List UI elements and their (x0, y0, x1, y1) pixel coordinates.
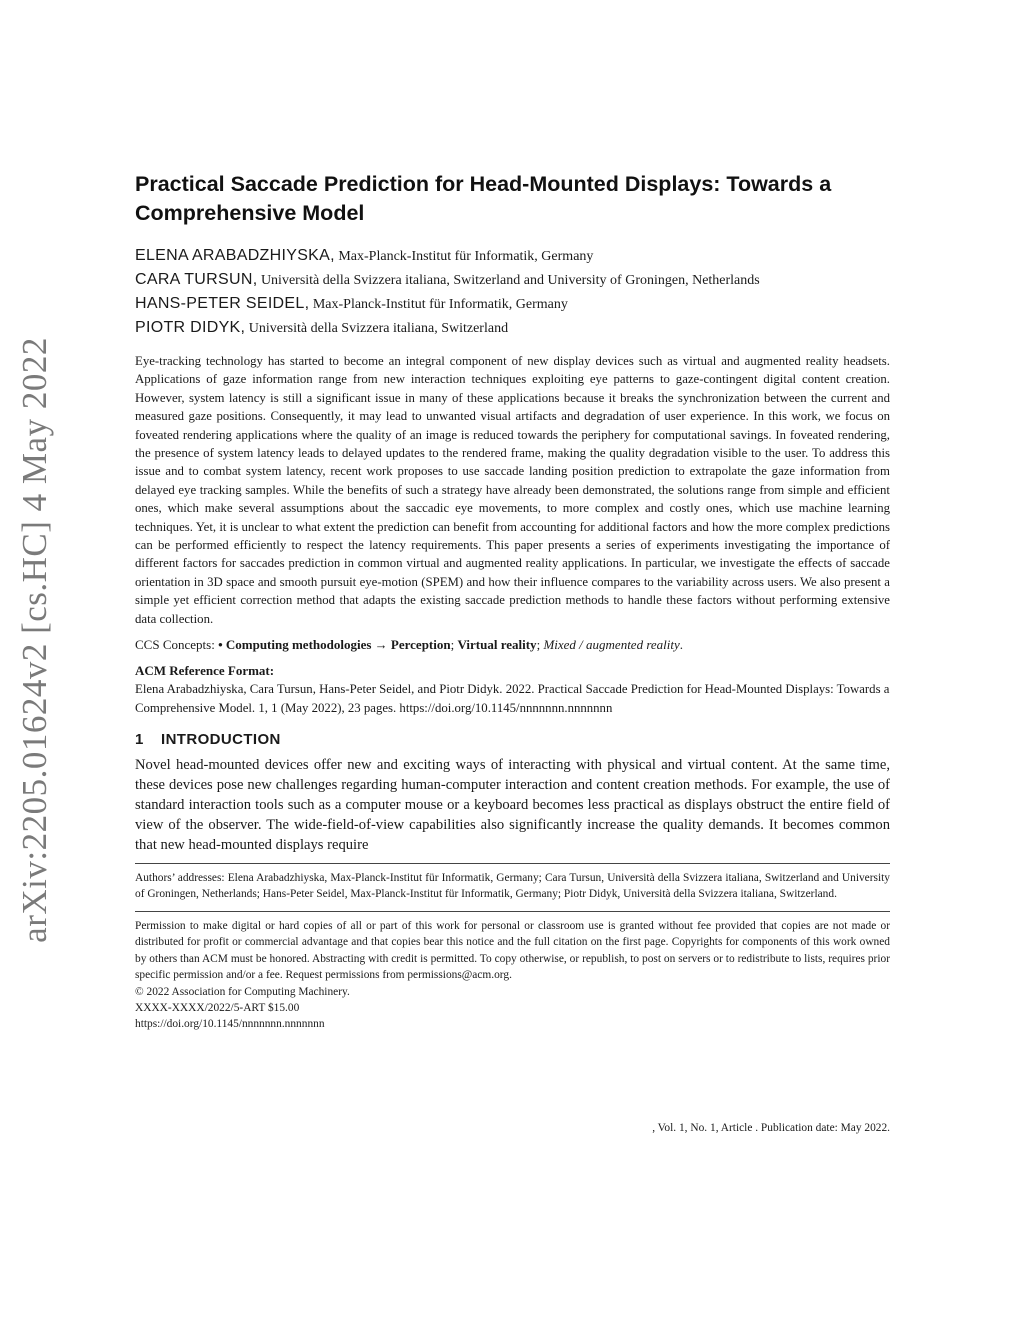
arxiv-identifier: arXiv:2205.01624v2 [cs.HC] 4 May 2022 (15, 337, 54, 943)
copyright-line: © 2022 Association for Computing Machinery. (135, 985, 350, 998)
arxiv-sidebar (10, 337, 60, 943)
authors-addresses: Authors’ addresses: Elena Arabadzhiyska, Max-Planck-Institut für Informatik, Germany; Cara Tursun, Università della Svizzera italiana, Switzerland and University of Groningen, Netherlands; Hans-Peter Seidel, Max-Planck-Institut für Informatik, Germany; Piotr Didyk, Università della Svizzera italiana, Switzerland. (135, 871, 890, 900)
ccs-virtual-reality: Virtual reality (457, 637, 537, 653)
author-affiliation: Max-Planck-Institut für Informatik, Germany (338, 249, 594, 264)
author-line (135, 316, 890, 340)
doi-link[interactable]: https://doi.org/10.1145/nnnnnnn.nnnnnnn (135, 1018, 325, 1031)
ccs-end: . (679, 637, 684, 653)
ccs-computing-methodologies: • Computing methodologies → Perception (218, 637, 451, 653)
author-line (135, 244, 890, 268)
ccs-separator: ; (536, 637, 544, 653)
author-affiliation: Università della Svizzera italiana, Switzerland and University of Groningen, Netherlands (260, 273, 760, 288)
author-list (135, 244, 890, 340)
page-footer: , Vol. 1, No. 1, Article . Publication date: May 2022. (652, 1122, 890, 1134)
ccs-label: CCS Concepts: (135, 637, 219, 653)
ccs-separator: ; (450, 637, 458, 653)
section-number: 1 (135, 730, 144, 748)
author-name: CARA TURSUN, (135, 271, 258, 288)
author-affiliation: Università della Svizzera italiana, Switzerland (248, 321, 509, 336)
author-affiliation: Max-Planck-Institut für Informatik, Germany (312, 297, 568, 312)
paper-title: Practical Saccade Prediction for Head-Mounted Displays: Towards a Comprehensive Model (135, 172, 832, 225)
permission-notice: Permission to make digital or hard copies of all or part of this work for personal or classroom use is granted without fee provided that copies are not made or distributed for profit or commercial advantage and that copies bear this notice and the full citation on the first page. Copyrights for components of this work owned by others than ACM must be honored. Abstracting with credit is permitted. To copy otherwise, or republish, to post on servers or to redistribute to lists, requires prior specific permission and/or a fee. Request permissions from permissions@acm.org. (135, 919, 890, 982)
page-content (135, 170, 890, 1033)
acm-reference-heading: ACM Reference Format: (135, 663, 275, 679)
author-name: ELENA ARABADZHIYSKA, (135, 247, 335, 264)
permission-divider (135, 911, 890, 912)
section-title: INTRODUCTION (161, 730, 281, 748)
author-name: HANS-PETER SEIDEL, (135, 295, 310, 312)
author-line (135, 268, 890, 292)
ccs-concepts (135, 636, 890, 654)
section-heading-introduction (135, 729, 890, 751)
footnote-divider (135, 863, 890, 864)
issn-line: XXXX-XXXX/2022/5-ART $15.00 (135, 1001, 300, 1014)
acm-reference-text: Elena Arabadzhiyska, Cara Tursun, Hans-Peter Seidel, and Piotr Didyk. 2022. Practical Saccade Prediction for Head-Mounted Displays: Towards a Comprehensive Model. 1, 1 (May 2022), 23 pages. https://doi.org/10.1145/nnnnnnn.nnnnnnn (135, 682, 890, 715)
author-line (135, 292, 890, 316)
ccs-mixed-reality: Mixed / augmented reality (543, 637, 680, 653)
author-name: PIOTR DIDYK, (135, 319, 246, 336)
introduction-paragraph: Novel head-mounted devices offer new and exciting ways of interacting with physical and virtual content. At the same time, these devices pose new challenges regarding human-computer interaction and content creation methods. For example, the use of standard interaction tools such as a computer mouse or a keyboard becomes less practical as displays obstruct the entire field of view of the observer. The wide-field-of-view capabilities also significantly increase the quality demands. It becomes common that new head-mounted displays require (135, 756, 890, 853)
abstract: Eye-tracking technology has started to become an integral component of new display devices such as virtual and augmented reality headsets. Applications of gaze information range from new interaction techniques exploiting eye patterns to gaze-contingent digital content creation. However, system latency is still a significant issue in many of these applications because it breaks the synchronization between the current and measured gaze positions. Consequently, it may lead to unwanted visual artifacts and degradation of user experience. In this work, we focus on foveated rendering applications where the quality of an image is reduced towards the periphery for computational savings. In foveated rendering, the presence of system latency leads to delayed updates to the rendered frame, making the quality degradation visible to the user. To address this issue and to combat system latency, recent work proposes to use saccade landing position prediction to extrapolate the gaze information from delayed eye tracking samples. While the benefits of such a strategy have already been demonstrated, the solutions range from simple and efficient ones, which make several assumptions about the saccadic eye movements, to more complex and costly ones, which use machine learning techniques. Yet, it is unclear to what extent the prediction can benefit from accounting for additional factors and how the more complex predictions can be performed efficiently to respect the latency requirements. This paper presents a series of experiments investigating the importance of different factors for saccades prediction in common virtual and augmented reality applications. In particular, we investigate the effects of saccade orientation in 3D space and smooth pursuit eye-motion (SPEM) and how their influence compares to the variability across users. We also present a simple yet efficient correction method that adapts the existing saccade prediction methods to handle these factors without performing extensive data collection. (135, 354, 890, 626)
